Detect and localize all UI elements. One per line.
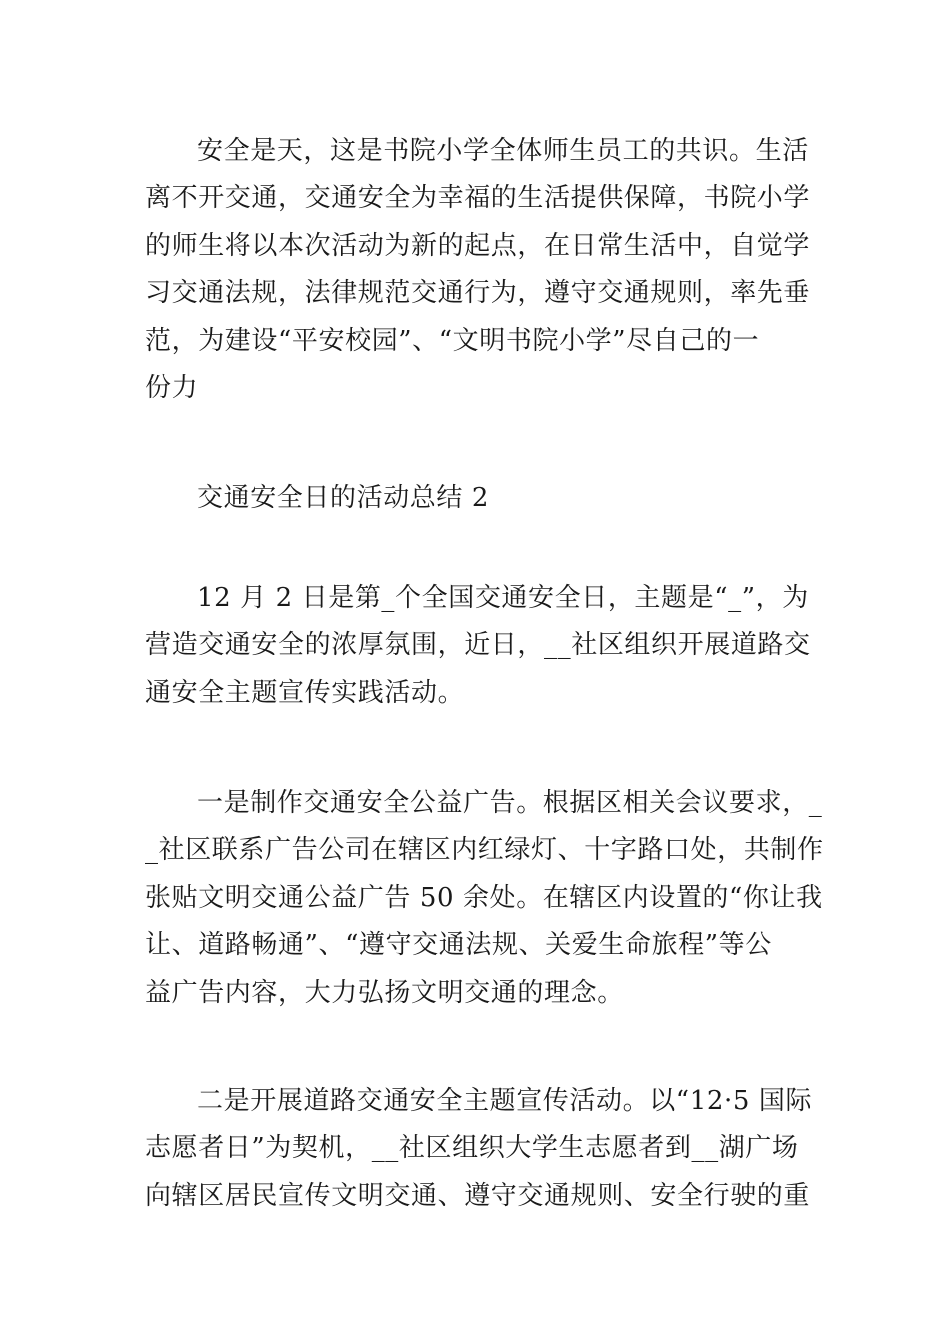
text-line: _社区联系广告公司在辖区内红绿灯、十字路口处，共制作 — [145, 835, 824, 866]
heading-text: 交通安全日的活动总结 2 — [197, 483, 490, 513]
text-line: 范，为建设“平安校园”、“文明书院小学”尽自己的一 — [145, 325, 760, 356]
text-line: 安全是天，这是书院小学全体师生员工的共识。生活 — [197, 136, 809, 166]
text-line: 12 月 2 日是第_个全国交通安全日，主题是“_”，为 — [197, 583, 809, 613]
text-line: 习交通法规，法律规范交通行为，遵守交通规则，率先垂 — [145, 278, 811, 309]
text-line: 志愿者日”为契机，__社区组织大学生志愿者到__湖广场 — [145, 1133, 799, 1164]
paragraph-school-safety — [145, 128, 815, 412]
text-line: 的师生将以本次活动为新的起点，在日常生活中，自觉学 — [145, 230, 811, 261]
text-line: 一是制作交通安全公益广告。根据区相关会议要求，_ — [197, 788, 823, 818]
text-line: 让、道路畅通”、“遵守交通法规、关爱生命旅程”等公 — [145, 930, 772, 961]
text-line: 二是开展道路交通安全主题宣传活动。以“12·5 国际 — [197, 1086, 813, 1116]
text-line: 张贴文明交通公益广告 50 余处。在辖区内设置的“你让我 — [145, 882, 823, 913]
paragraph-public-ads — [145, 780, 824, 1017]
section-heading — [145, 475, 815, 522]
text-line: 向辖区居民宣传文明交通、遵守交通规则、安全行驶的重 — [145, 1180, 811, 1211]
paragraph-publicity-activity — [145, 1078, 815, 1220]
text-line: 通安全主题宣传实践活动。 — [145, 677, 465, 708]
text-line: 营造交通安全的浓厚氛围，近日，__社区组织开展道路交 — [145, 630, 811, 661]
text-line: 离不开交通，交通安全为幸福的生活提供保障，书院小学 — [145, 183, 811, 214]
paragraph-intro — [145, 575, 815, 717]
text-line: 益广告内容，大力弘扬文明交通的理念。 — [145, 977, 624, 1008]
text-line: 份力 — [145, 373, 199, 404]
